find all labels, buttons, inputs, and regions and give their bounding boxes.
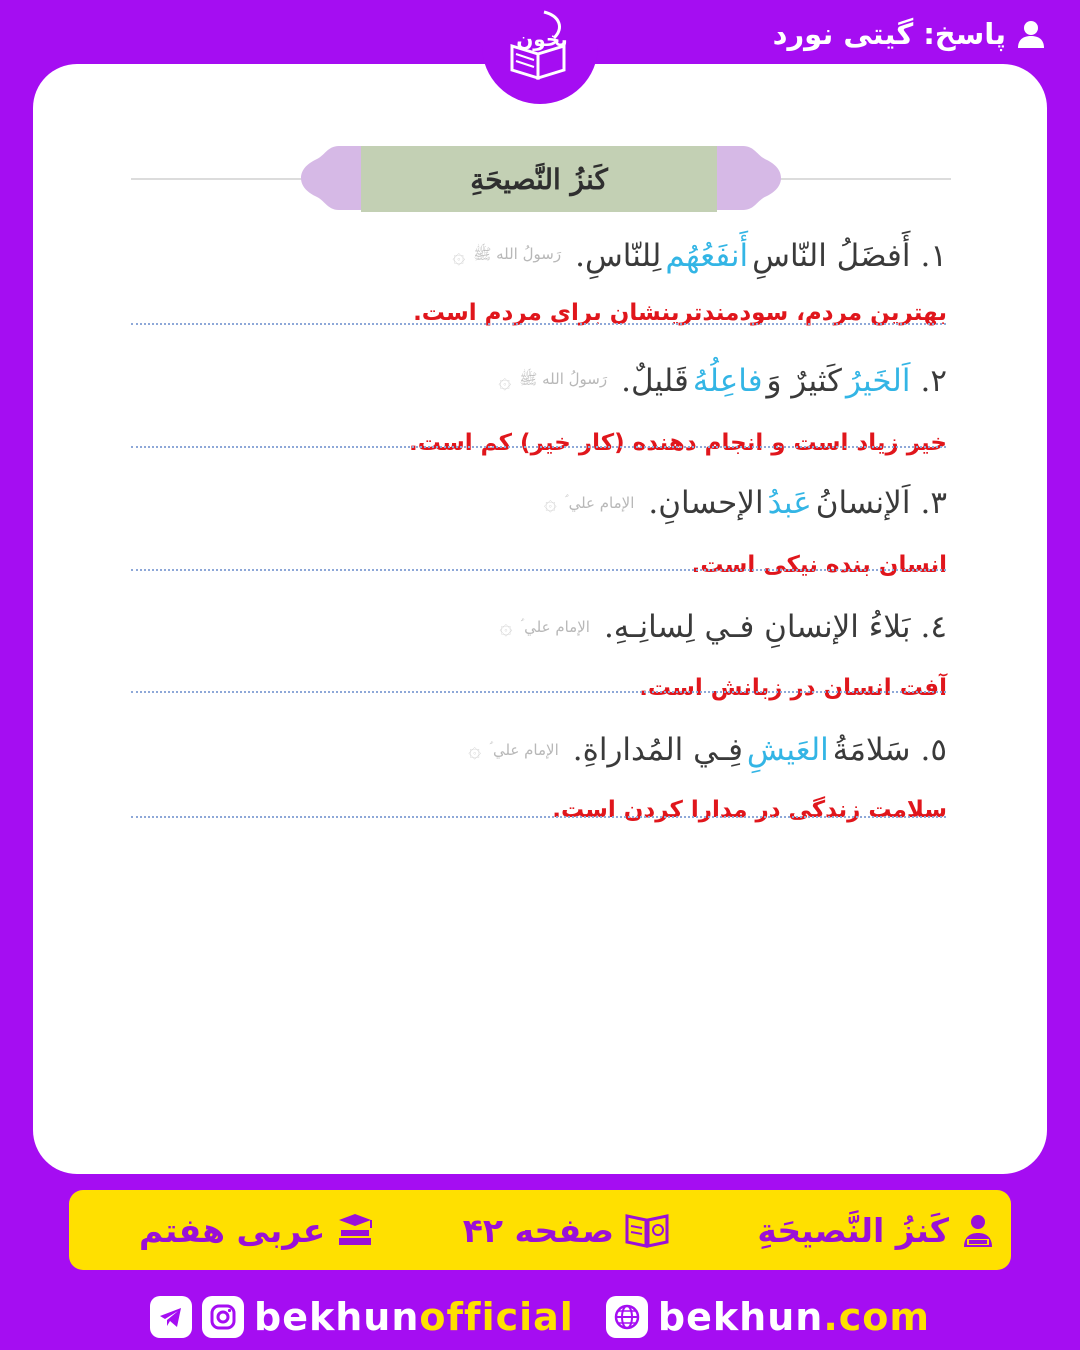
source-label: رَسولُ الله ﷺ: [519, 370, 608, 388]
website-text: bekhun.com: [657, 1295, 930, 1339]
content-card: [33, 64, 1047, 1174]
telegram-icon[interactable]: [150, 1296, 192, 1338]
banner-line-right: [771, 178, 951, 180]
seal-icon: ۞: [452, 243, 466, 269]
social-links: [150, 1290, 930, 1344]
seal-icon: ۞: [498, 368, 512, 394]
answer-2: خیر زیاد است و انجام دهنده (کار خیر) کم است.: [409, 430, 947, 456]
logo-text: بخون: [516, 27, 568, 51]
social-handle-text: bekhunofficial: [254, 1295, 574, 1339]
answer-5: سلامت زندگی در مدارا کردن است.: [552, 797, 947, 823]
answer-1: بهترین مردم، سودمندترینشان برای مردم است.: [413, 300, 947, 326]
user-icon: [1016, 19, 1046, 49]
arabic-sentence-4: ٤. بَلاءُ الإنسانِ فـي لِسانِـهِ. الإمام علي ؑ ۞: [499, 609, 947, 645]
writing-line: [131, 446, 946, 448]
banner-ornament-left: [299, 142, 365, 214]
book-logo-icon: [504, 8, 576, 96]
globe-icon: [606, 1296, 648, 1338]
footer-course: عربی هفتم: [139, 1211, 375, 1250]
arabic-sentence-2: ۲. اَلخَيرُ كَثيرٌ وَ فاعِلُهُ قَليلٌ. رَسولُ الله ﷺ ۞: [498, 363, 947, 399]
website-link[interactable]: [606, 1295, 930, 1339]
writing-line: [131, 691, 946, 693]
answer-credit: [773, 12, 1046, 56]
banner-title: كَنزُ النَّصيحَةِ: [361, 146, 717, 212]
writing-line: [131, 569, 946, 571]
source-label: الإمام علي ؑ: [520, 618, 590, 636]
seal-icon: ۞: [499, 614, 513, 640]
source-label: الإمام علي ؑ: [564, 494, 635, 512]
writing-line: [131, 816, 946, 818]
answer-3: انسان بنده نیکی است.: [691, 552, 947, 578]
instagram-icon[interactable]: [202, 1296, 244, 1338]
title-banner: [131, 142, 951, 214]
student-icon: [959, 1211, 997, 1249]
open-book-icon: [624, 1212, 670, 1248]
seal-icon: ۞: [543, 490, 557, 516]
footer-bar: [69, 1190, 1011, 1270]
social-handle[interactable]: [150, 1295, 574, 1339]
arabic-sentence-1: ۱. أَفضَلُ النّاسِ أَنفَعُهُم لِلنّاسِ. رَسولُ الله ﷺ ۞: [452, 238, 947, 274]
banner-line-left: [131, 178, 311, 180]
source-label: الإمام علي ؑ: [489, 741, 559, 759]
banner-ornament-right: [717, 142, 783, 214]
footer-page: صفحه ۴۲: [463, 1211, 670, 1250]
writing-line: [131, 323, 946, 325]
footer-lesson: كَنزُ النَّصيحَةِ: [757, 1211, 997, 1250]
source-label: رَسولُ الله ﷺ: [473, 245, 562, 263]
answer-4: آفت انسان در زبانش است.: [639, 675, 947, 701]
answer-prefix: پاسخ:: [923, 17, 1006, 51]
arabic-sentence-3: ۳. اَلإنسانُ عَبدُ الإحسانِ. الإمام علي ؑ ۞: [543, 485, 947, 521]
seal-icon: ۞: [468, 737, 482, 763]
graduation-books-icon: [335, 1212, 375, 1248]
answer-author: گیتی نورد: [772, 17, 914, 51]
arabic-sentence-5: ٥. سَلامَةُ العَيشِ فِـي المُداراةِ. الإمام علي ؑ ۞: [468, 732, 947, 768]
